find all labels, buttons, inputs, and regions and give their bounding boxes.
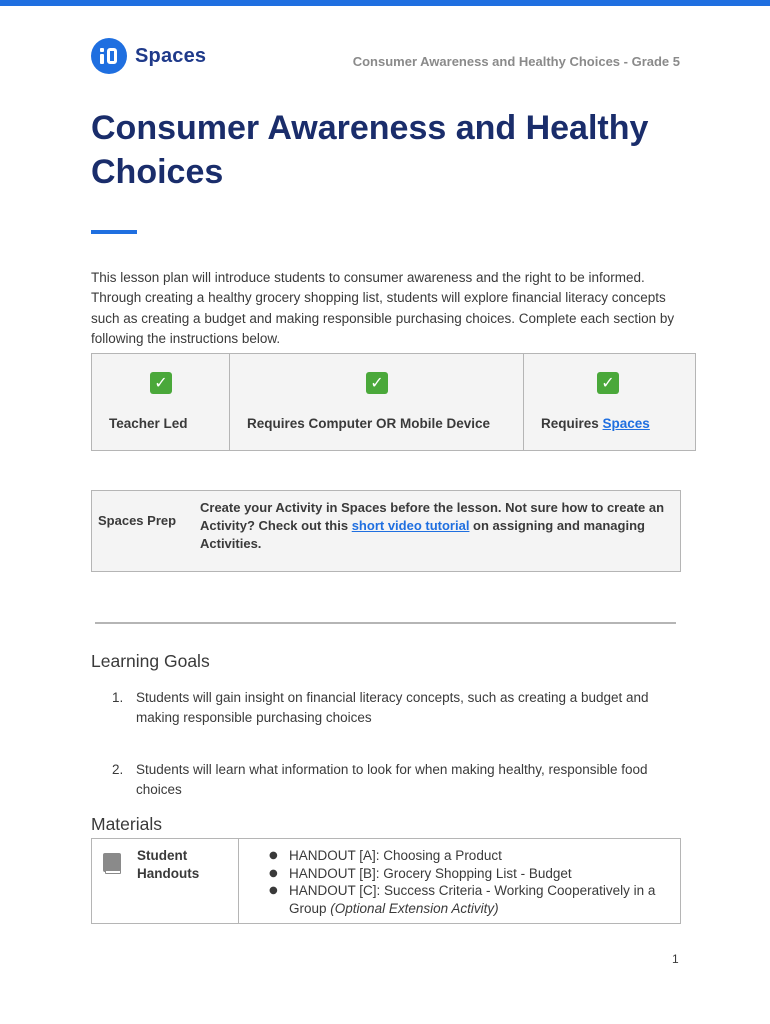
page-number: 1	[672, 952, 679, 966]
requirement-device	[230, 354, 524, 450]
document-header-title: Consumer Awareness and Healthy Choices - Grade 5	[352, 54, 680, 69]
prep-text-after: on assigning and managing Activities.	[200, 518, 645, 551]
spaces-prep-label: Spaces Prep	[98, 513, 177, 528]
spaces-logo-icon	[91, 38, 127, 74]
requirement-spaces	[524, 354, 695, 450]
learning-goal-item	[112, 760, 672, 800]
title-line-1: Consumer Awareness and Healthy	[91, 109, 649, 147]
handout-list	[269, 847, 674, 917]
spaces-logo	[91, 38, 206, 74]
learning-goals-heading: Learning Goals	[91, 651, 210, 671]
goal-text: Students will learn what information to look for when making healthy, responsible food choices	[136, 762, 648, 797]
handout-item-text: HANDOUT [C]: Success Criteria - Working Cooperatively in a Group	[289, 883, 656, 916]
requirements-table	[91, 353, 696, 451]
intro-paragraph: This lesson plan will introduce students to consumer awareness and the right to be informed. Through creating a healthy grocery shopping list, students will explore financial literacy concepts such as creating a budget and making responsible purchasing choices. Complete each section by following the instructions below.	[91, 269, 675, 346]
goal-text: Students will gain insight on financial literacy concepts, such as creating a budget and making responsible purchasing choices	[136, 690, 649, 725]
spaces-prep-text	[200, 499, 675, 553]
title-accent-rule	[91, 230, 137, 234]
check-mark-icon: ✓	[150, 372, 172, 394]
learning-goal-item	[112, 688, 672, 728]
title-line-2: Choices	[91, 153, 224, 191]
book-icon	[103, 853, 121, 875]
top-accent-bar	[0, 0, 770, 6]
materials-heading: Materials	[91, 814, 162, 834]
requirement-prefix: Requires	[541, 416, 603, 431]
check-mark-icon: ✓	[366, 372, 388, 394]
materials-category	[92, 839, 239, 923]
logo-text: Spaces	[135, 44, 207, 67]
page-title	[91, 106, 691, 194]
prep-text-before: Create your Activity in Spaces before the lesson. Not sure how to create an Activity? Check out this	[200, 500, 665, 533]
requirement-teacher-led	[92, 354, 230, 450]
spaces-prep-box	[91, 490, 681, 572]
requirement-label: Requires Computer OR Mobile Device	[247, 416, 491, 431]
spaces-link[interactable]: Spaces	[602, 416, 650, 431]
check-mark-icon: ✓	[597, 372, 619, 394]
handout-item: ● HANDOUT [B]: Grocery Shopping List - Budget	[269, 865, 674, 883]
goal-number: 1.	[112, 690, 124, 705]
handout-item: ● HANDOUT [A]: Choosing a Product	[269, 847, 674, 865]
student-handouts-label: Student Handouts	[137, 848, 200, 881]
goal-number: 2.	[112, 762, 124, 777]
video-tutorial-link[interactable]: short video tutorial	[351, 518, 470, 533]
materials-list-cell	[239, 839, 680, 923]
requirement-label	[541, 416, 650, 431]
materials-table	[91, 838, 681, 924]
optional-note: (Optional Extension Activity)	[330, 900, 499, 916]
requirement-label: Teacher Led	[109, 416, 188, 431]
section-divider	[95, 622, 676, 624]
handout-item	[269, 882, 674, 917]
